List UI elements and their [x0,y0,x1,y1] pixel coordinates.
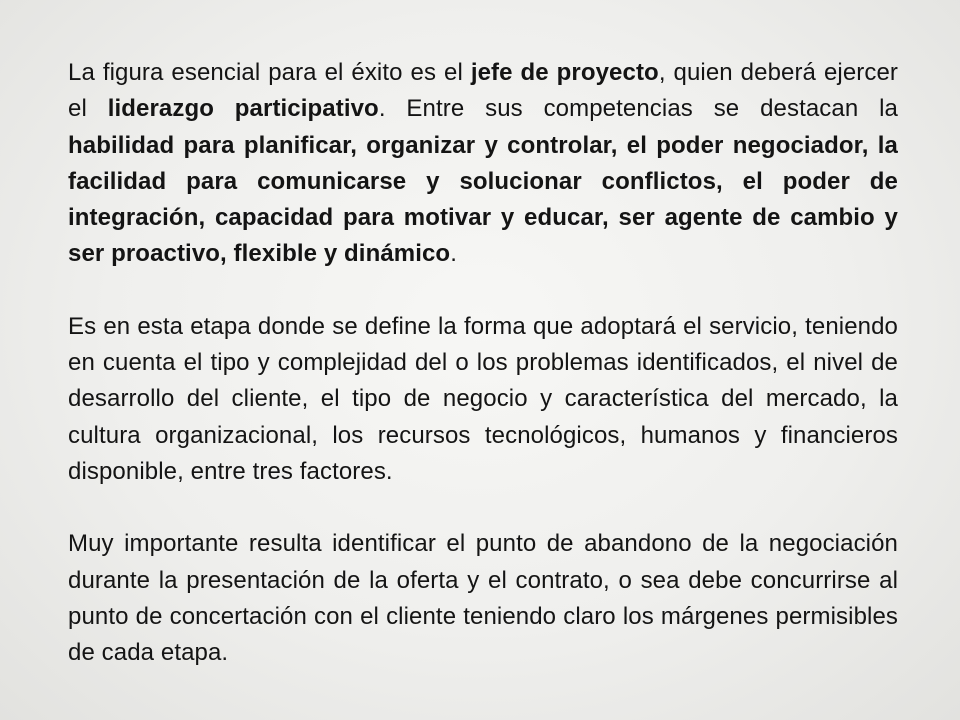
paragraph-negotiation [68,526,898,671]
text-run: La figura esencial para el éxito es el [68,59,471,86]
text-run: Es en esta etapa donde se define la forma que adoptará el servicio, teniendo en cuenta el tipo y complejidad del o los problemas identificados, el nivel de desarrollo del cliente, el tipo de negocio y característica del mercado, la cultura organizacional, los recursos tecnológicos, humanos y financieros disponible, entre tres factores. [68,312,898,485]
text-run-bold: jefe de proyecto [470,59,659,86]
text-run: Muy importante resulta identificar el punto de abandono de la negociación durante la presentación de la oferta y el contrato, o sea debe concurrirse al punto de concertación con el cliente teniendo claro los márgenes permisibles de cada etapa. [68,530,898,667]
paragraph-service-definition [68,309,898,490]
text-run: , quien deberá ejercer el [68,59,899,123]
paragraph-project-leader [68,55,898,273]
text-run-bold: liderazgo participativo [107,95,379,123]
text-run: . Entre sus competencias se destacan la [378,95,898,123]
slide-body [68,55,898,671]
text-run-bold: habilidad para planificar, organizar y controlar, el poder negociador, la facilidad para comunicarse y solucionar conflictos, el poder de integración, capacidad para motivar y educar, ser agente de cambio y ser proactivo, flexible y dinámico [68,131,898,268]
text-run: . [450,240,457,268]
